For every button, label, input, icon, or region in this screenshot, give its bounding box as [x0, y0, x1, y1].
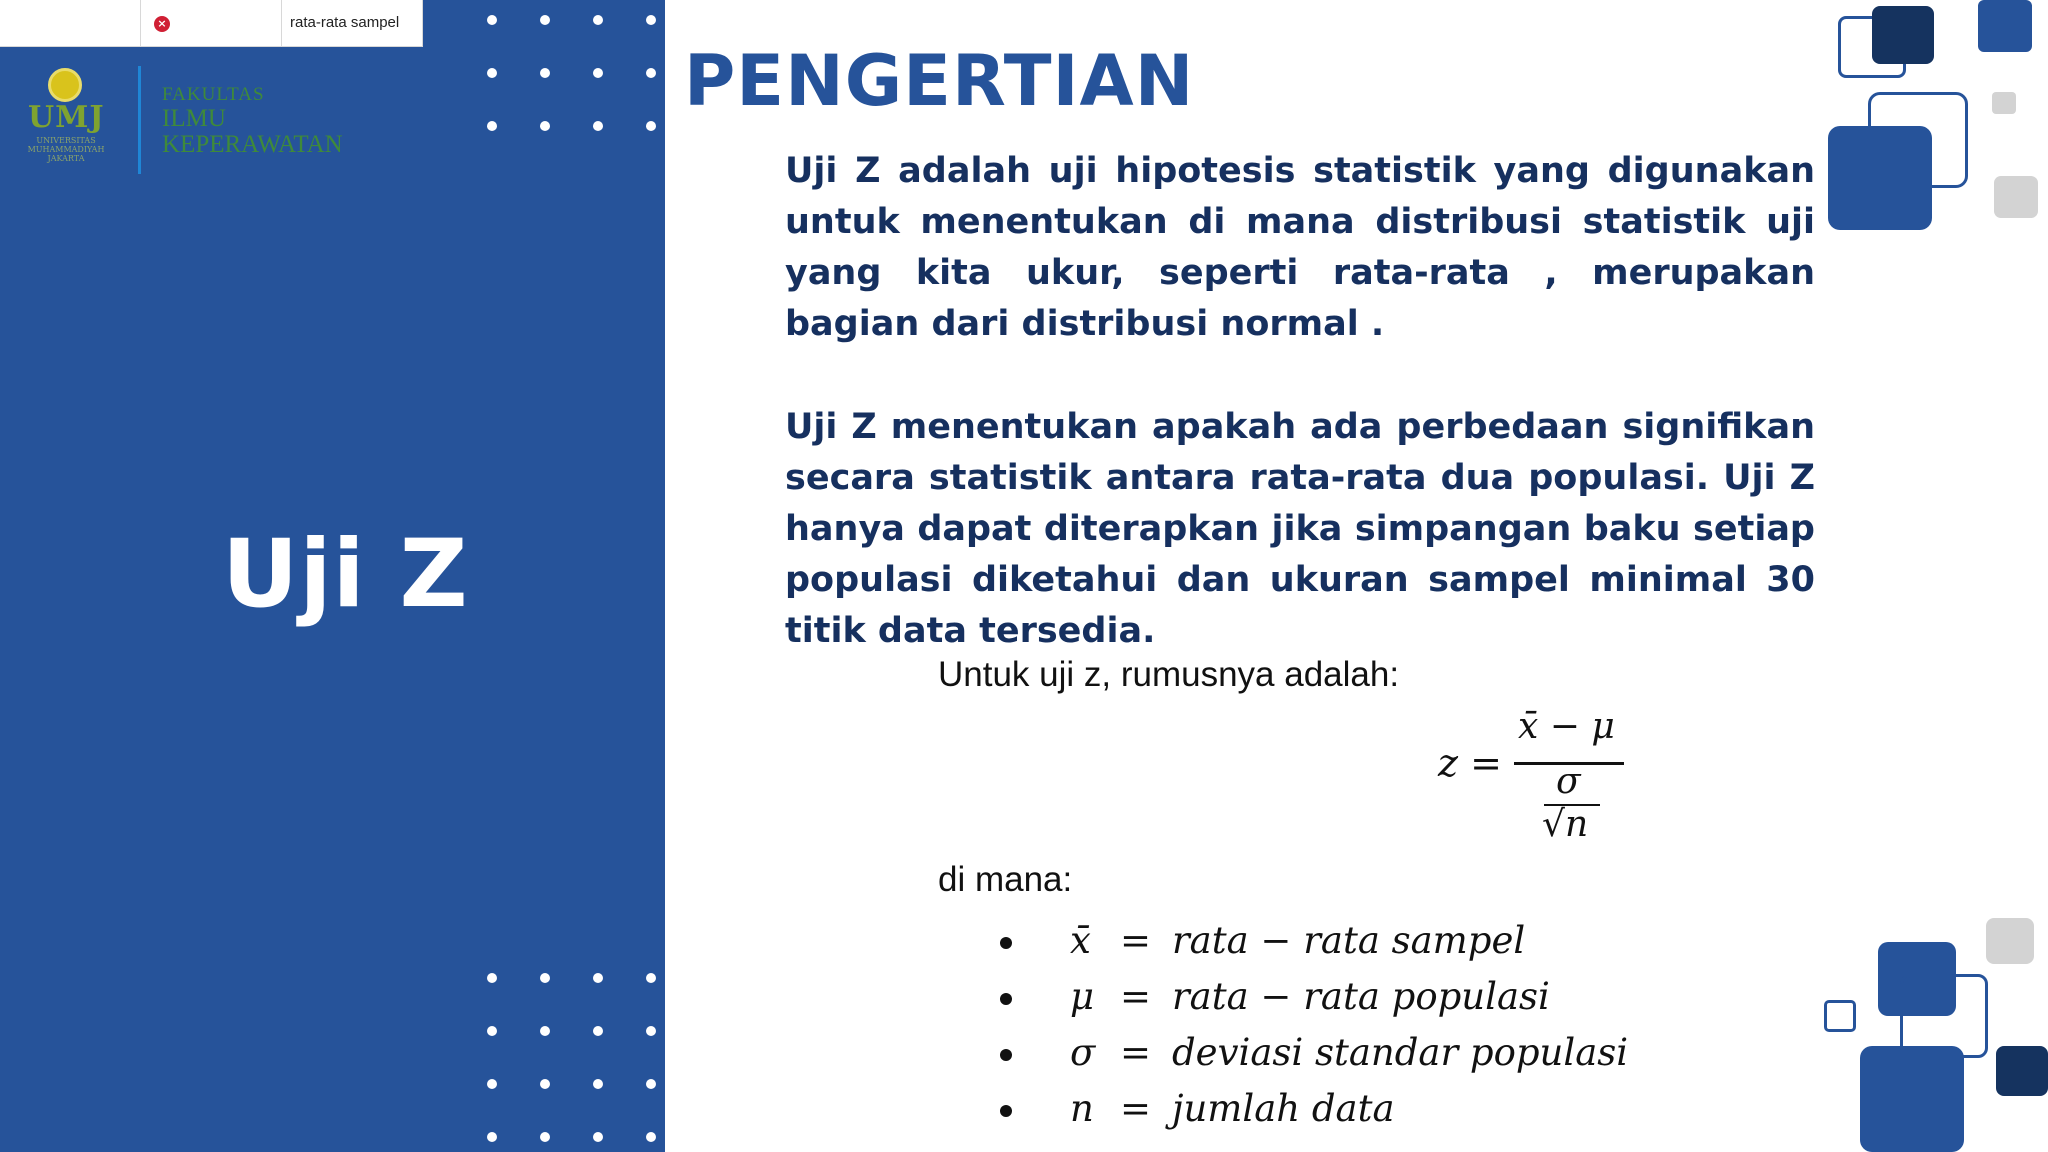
- definition-text: rata − rata sampel: [1172, 919, 1526, 962]
- formula-sigma: σ: [1556, 761, 1581, 802]
- decor-square: [1992, 92, 2016, 114]
- decor-dot: [540, 121, 550, 131]
- z-formula: [1438, 706, 1638, 856]
- decor-dot: [593, 1079, 603, 1089]
- decor-dot: [540, 15, 550, 25]
- formula-numerator: x̄ − μ: [1518, 706, 1615, 747]
- decor-dot: [593, 1026, 603, 1036]
- faculty-name: [162, 84, 343, 158]
- decor-dot: [540, 1132, 550, 1142]
- decor-dot: [540, 973, 550, 983]
- page-title: PENGERTIAN: [684, 40, 1195, 122]
- decor-square: [1996, 1046, 2048, 1096]
- definition-symbol: x̄: [1070, 919, 1091, 962]
- decor-square: [1978, 0, 2032, 52]
- paragraph-usage: Uji Z menentukan apakah ada perbedaan signifikan secara statistik antara rata-rata dua populasi. Uji Z hanya dapat diterapkan jika simpangan baku setiap populasi diketahui dan ukuran sampel minimal 30 titik data tersedia.: [785, 407, 1815, 651]
- decor-dot: [540, 68, 550, 78]
- sidebar-panel: [0, 0, 665, 1152]
- bullet-icon: [1000, 1049, 1012, 1061]
- decor-dot: [646, 1079, 656, 1089]
- decor-dot: [646, 68, 656, 78]
- decor-dot: [487, 15, 497, 25]
- faculty-line-3: KEPERAWATAN: [162, 131, 343, 158]
- definition-text: jumlah data: [1172, 1087, 1395, 1130]
- definition-equals: =: [1120, 919, 1152, 962]
- definition-text: deviasi standar populasi: [1172, 1031, 1629, 1074]
- decor-square: [1828, 126, 1932, 230]
- decor-dot: [646, 1132, 656, 1142]
- decor-dot: [646, 973, 656, 983]
- find-bar-segment[interactable]: [0, 0, 141, 46]
- logo-divider: [138, 66, 141, 174]
- logo-acronym: UMJ: [28, 100, 105, 135]
- decor-dot: [646, 121, 656, 131]
- paragraph-definition: Uji Z adalah uji hipotesis statistik yang digunakan untuk menentukan di mana distribusi statistik uji yang kita ukur, seperti rata-rata , merupakan bagian dari distribusi normal .: [785, 151, 1815, 344]
- logo-university-text: UNIVERSITAS MUHAMMADIYAH JAKARTA: [27, 136, 105, 163]
- decor-dot: [540, 1026, 550, 1036]
- definition-equals: =: [1120, 1031, 1152, 1074]
- decor-dot: [487, 1079, 497, 1089]
- bullet-icon: [1000, 993, 1012, 1005]
- close-icon[interactable]: ×: [154, 16, 170, 32]
- formula-sqrt-n: √n: [1542, 804, 1589, 845]
- definition-symbol: σ: [1070, 1031, 1096, 1074]
- decor-dot: [593, 121, 603, 131]
- decor-dot: [540, 1079, 550, 1089]
- decor-dot: [593, 68, 603, 78]
- find-bar: [0, 0, 423, 47]
- find-query-text[interactable]: rata-rata sampel: [290, 14, 400, 31]
- bullet-icon: [1000, 937, 1012, 949]
- decor-dot: [487, 1132, 497, 1142]
- decor-dot: [593, 15, 603, 25]
- where-label: di mana:: [938, 860, 1073, 899]
- definition-symbol: μ: [1070, 975, 1095, 1018]
- definition-equals: =: [1120, 1087, 1152, 1130]
- bullet-icon: [1000, 1105, 1012, 1117]
- faculty-line-2: ILMU: [162, 105, 226, 132]
- decor-square: [1986, 918, 2034, 964]
- decor-dot: [646, 1026, 656, 1036]
- decor-square: [1824, 1000, 1856, 1032]
- faculty-logo: [0, 48, 400, 188]
- decor-dot: [487, 68, 497, 78]
- faculty-line-1: FAKULTAS: [162, 84, 265, 105]
- decor-square: [1994, 176, 2038, 218]
- decor-square: [1872, 6, 1934, 64]
- sidebar-title: Uji Z: [222, 520, 469, 629]
- decor-dot: [593, 973, 603, 983]
- formula-intro: Untuk uji z, rumusnya adalah:: [938, 655, 1400, 694]
- definition-text: rata − rata populasi: [1172, 975, 1550, 1018]
- decor-dot: [593, 1132, 603, 1142]
- decor-dot: [646, 15, 656, 25]
- decor-dot: [487, 973, 497, 983]
- definition-equals: =: [1120, 975, 1152, 1018]
- decor-dot: [487, 121, 497, 131]
- formula-lhs: z =: [1438, 741, 1502, 785]
- university-seal-icon: [48, 68, 82, 102]
- decor-dot: [487, 1026, 497, 1036]
- definition-symbol: n: [1070, 1087, 1094, 1130]
- decor-square: [1860, 1046, 1964, 1152]
